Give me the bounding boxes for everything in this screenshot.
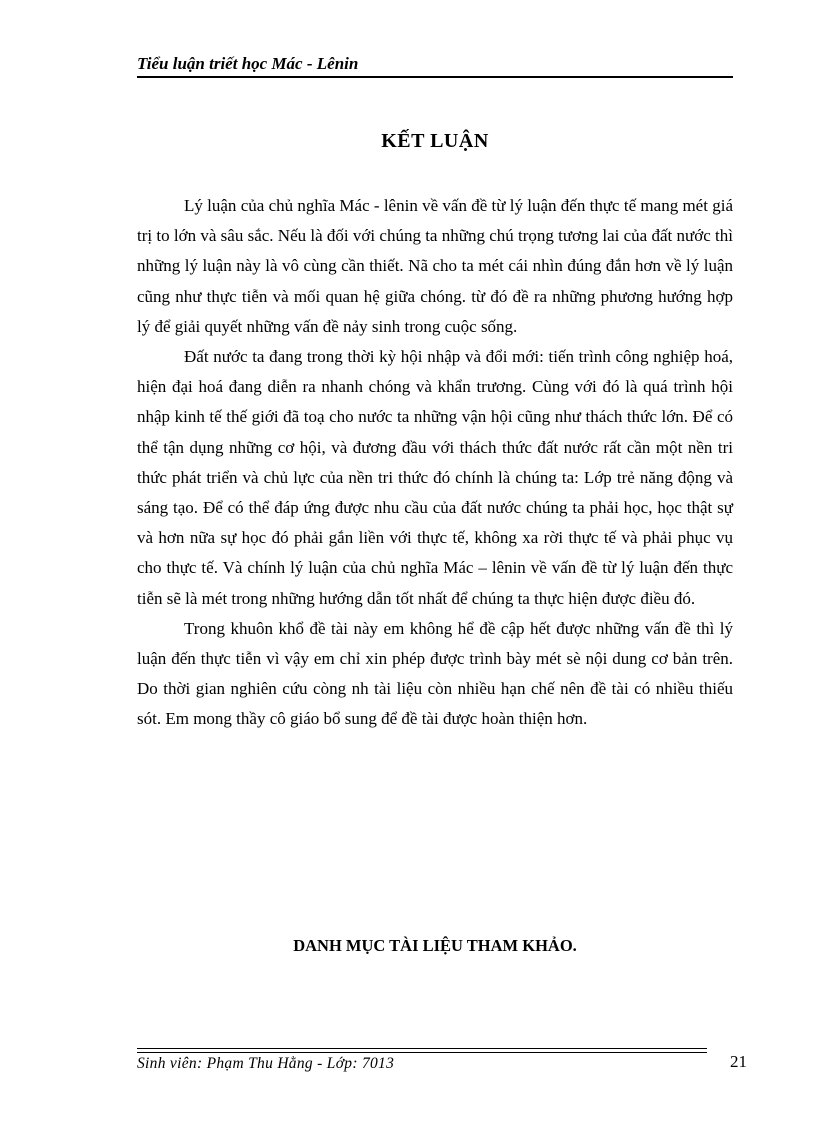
footer-divider — [137, 1048, 707, 1053]
page-header — [137, 54, 733, 78]
page-number: 21 — [730, 1052, 747, 1071]
paragraph-1: Lý luận của chủ nghĩa Mác - lênin về vấn đề từ lý luận đến thực tế mang mét giá trị to lớn và sâu sắc. Nếu là đối với chúng ta những chú trọng tương lai của đất nước thì những lý luận này là vô cùng cần thiết. Nã cho ta mét cái nhìn đúng đắn hơn về lý luận cũng như thực tiễn và mối quan hệ giữa chóng. từ đó đề ra những phương hướng hợp lý để giải quyết những vấn đề nảy sinh trong cuộc sống. — [137, 196, 733, 336]
paragraph-3: Trong khuôn khổ đề tài này em không hể đề cập hết được những vấn đề thì lý luận đến thực tiễn vì vậy em chỉ xin phép được trình bày mét sè nội dung cơ bản trên. Do thời gian nghiên cứu còng nh tài liệu còn nhiều hạn chế nên đề tài có nhiều thiếu sót. Em mong thầy cô giáo bổ sung để đề tài được hoàn thiện hơn. — [137, 618, 733, 729]
footer-student-info: Sinh viên: Phạm Thu Hằng - Lớp: 7013 — [137, 1055, 395, 1072]
body-text — [137, 191, 733, 735]
page-footer — [137, 1048, 747, 1088]
section-heading: KẾT LUẬN — [381, 130, 489, 152]
header-title: Tiểu luận triết học Mác - Lênin — [137, 54, 359, 73]
paragraph-2: Đất nước ta đang trong thời kỳ hội nhập và đổi mới: tiến trình công nghiệp hoá, hiện đại hoá đang diễn ra nhanh chóng và khẩn trương. Cùng với đó là quá trình hội nhập kinh tế thế giới đã toạ cho nước ta những vận hội cũng như thách thức lớn. Để có thể tận dụng những cơ hội, và đương đầu với thách thức đất nước rất cần một nền tri thức phát triển và chủ lực của nền tri thức đó chính là chúng ta: Lớp trẻ năng động và sáng tạo. Để có thể đáp ứng được nhu cầu của đất nước chúng ta phải học, học thật sự và hơn nữa sự học đó phải gắn liền với thực tế, không xa rời thực tế và phải phục vụ cho thực tế. Và chính lý luận của chủ nghĩa Mác – lênin về vấn đề từ lý luận đến thực tiễn sẽ là mét trong những hướng dẫn tốt nhất để chúng ta thực hiện được điều đó. — [137, 347, 733, 608]
references-heading: DANH MỤC TÀI LIỆU THAM KHẢO. — [293, 936, 577, 955]
